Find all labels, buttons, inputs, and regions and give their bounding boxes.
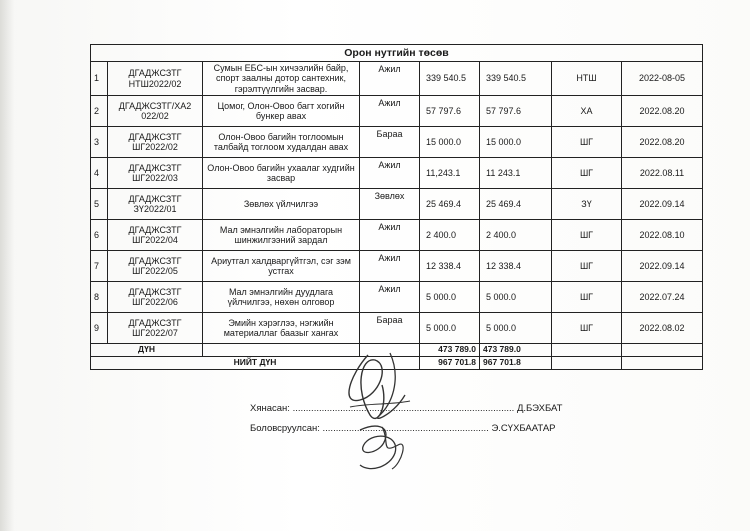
procurement-type: Ажил <box>360 251 420 282</box>
procurement-code: ДГАДЖСЗТГ ЗҮ2022/01 <box>108 189 203 220</box>
procurement-code: ДГАДЖСЗТГ/ХА2 022/02 <box>108 96 203 127</box>
item-description: Сумын ЕБС-ын хичээлийн байр, спорт заалны дотор сантехник, гэрэлтүүлгийн засвар. <box>203 62 360 96</box>
procurement-type: Ажил <box>360 62 420 96</box>
funding-source: ШГ <box>552 313 622 344</box>
procurement-type: Ажил <box>360 158 420 189</box>
procurement-type: Ажил <box>360 96 420 127</box>
table-row <box>91 313 703 344</box>
budget-amount: 57 797.6 <box>420 96 480 127</box>
procurement-date: 2022.09.14 <box>622 251 703 282</box>
row-number: 5 <box>91 189 108 220</box>
procurement-code: ДГАДЖСЗТГ НТШ2022/02 <box>108 62 203 96</box>
procurement-date: 2022-08-05 <box>622 62 703 96</box>
table-title: Орон нутгийн төсөв <box>91 45 703 62</box>
procurement-date: 2022.08.11 <box>622 158 703 189</box>
signature-dots: .................................................................................... <box>292 403 515 414</box>
contract-amount: 25 469.4 <box>480 189 552 220</box>
funding-source: ШГ <box>552 220 622 251</box>
budget-amount: 12 338.4 <box>420 251 480 282</box>
grand-total-budget: 967 701.8 <box>420 356 480 369</box>
procurement-date: 2022.08.20 <box>622 96 703 127</box>
procurement-code: ДГАДЖСЗТГ ШГ2022/05 <box>108 251 203 282</box>
funding-source: ЗҮ <box>552 189 622 220</box>
checked-name: Д.БЭХБАТ <box>516 403 563 414</box>
procurement-date: 2022.09.14 <box>622 189 703 220</box>
procurement-code: ДГАДЖСЗТГ ШГ2022/02 <box>108 127 203 158</box>
item-description: Олон-Овоо багийн тоглоомын талбайд тоглоом худалдан авах <box>203 127 360 158</box>
funding-source: ШГ <box>552 251 622 282</box>
contract-amount: 5 000.0 <box>480 313 552 344</box>
table-row <box>91 251 703 282</box>
contract-amount: 339 540.5 <box>480 62 552 96</box>
budget-amount: 5 000.0 <box>420 313 480 344</box>
checked-signature-line <box>250 403 562 414</box>
row-number: 6 <box>91 220 108 251</box>
empty-cell <box>552 356 622 369</box>
empty-cell <box>622 344 703 357</box>
procurement-type: Зөвлөх <box>360 189 420 220</box>
item-description: Эмийн хэрэглээ, нэгжийн материаллаг баазыг хангах <box>203 313 360 344</box>
row-number: 1 <box>91 62 108 96</box>
total-budget: 473 789.0 <box>420 344 480 357</box>
procurement-code: ДГАДЖСЗТГ ШГ2022/03 <box>108 158 203 189</box>
signature-dots: ............................................................... <box>322 423 489 434</box>
item-description: Мал эмнэлгийн дуудлага үйлчилгээ, нөхөн олговор <box>203 282 360 313</box>
procurement-type: Ажил <box>360 220 420 251</box>
procurement-date: 2022.07.24 <box>622 282 703 313</box>
item-description: Цомог, Олон-Овоо багт хогийн бункер авах <box>203 96 360 127</box>
procurement-type: Бараа <box>360 127 420 158</box>
contract-amount: 12 338.4 <box>480 251 552 282</box>
prepared-signature-line <box>250 423 556 434</box>
funding-source: ШГ <box>552 158 622 189</box>
grand-total-label: НИЙТ ДҮН <box>91 356 420 369</box>
contract-amount: 11 243.1 <box>480 158 552 189</box>
budget-amount: 339 540.5 <box>420 62 480 96</box>
table-row <box>91 158 703 189</box>
funding-source: ШГ <box>552 282 622 313</box>
item-description: Мал эмнэлгийн лабораторын шинжилгээний зардал <box>203 220 360 251</box>
procurement-code: ДГАДЖСЗТГ ШГ2022/07 <box>108 313 203 344</box>
prepared-name: Э.СҮХБААТАР <box>491 423 556 434</box>
procurement-code: ДГАДЖСЗТГ ШГ2022/06 <box>108 282 203 313</box>
procurement-code: ДГАДЖСЗТГ ШГ2022/04 <box>108 220 203 251</box>
contract-amount: 15 000.0 <box>480 127 552 158</box>
grand-total-contract: 967 701.8 <box>480 356 552 369</box>
empty-cell <box>552 344 622 357</box>
contract-amount: 2 400.0 <box>480 220 552 251</box>
item-description: Ариутгал халдваргүйтгэл, сэг зэм устгах <box>203 251 360 282</box>
item-description: Зөвлөх үйлчилгээ <box>203 189 360 220</box>
budget-amount: 15 000.0 <box>420 127 480 158</box>
table-row <box>91 127 703 158</box>
row-number: 3 <box>91 127 108 158</box>
total-label: ДҮН <box>91 344 203 357</box>
procurement-table <box>90 44 703 370</box>
table-row <box>91 220 703 251</box>
budget-amount: 2 400.0 <box>420 220 480 251</box>
table-row <box>91 62 703 96</box>
procurement-date: 2022.08.10 <box>622 220 703 251</box>
prepared-label: Боловсруулсан: <box>250 423 320 434</box>
procurement-type: Ажил <box>360 282 420 313</box>
table-row <box>91 189 703 220</box>
item-description: Олон-Овоо багийн ухаалаг худгийн засвар <box>203 158 360 189</box>
budget-amount: 25 469.4 <box>420 189 480 220</box>
funding-source: ШГ <box>552 127 622 158</box>
table-title-row <box>91 45 703 62</box>
procurement-date: 2022.08.02 <box>622 313 703 344</box>
row-number: 4 <box>91 158 108 189</box>
row-number: 9 <box>91 313 108 344</box>
row-number: 7 <box>91 251 108 282</box>
funding-source: НТШ <box>552 62 622 96</box>
contract-amount: 57 797.6 <box>480 96 552 127</box>
procurement-date: 2022.08.20 <box>622 127 703 158</box>
procurement-type: Бараа <box>360 313 420 344</box>
contract-amount: 5 000.0 <box>480 282 552 313</box>
budget-amount: 5 000.0 <box>420 282 480 313</box>
table-row <box>91 96 703 127</box>
budget-amount: 11,243.1 <box>420 158 480 189</box>
empty-cell <box>622 356 703 369</box>
total-contract: 473 789.0 <box>480 344 552 357</box>
checked-label: Хянасан: <box>250 403 290 414</box>
funding-source: ХА <box>552 96 622 127</box>
scan-edge-shadow <box>0 0 14 531</box>
table-row <box>91 282 703 313</box>
row-number: 2 <box>91 96 108 127</box>
row-number: 8 <box>91 282 108 313</box>
